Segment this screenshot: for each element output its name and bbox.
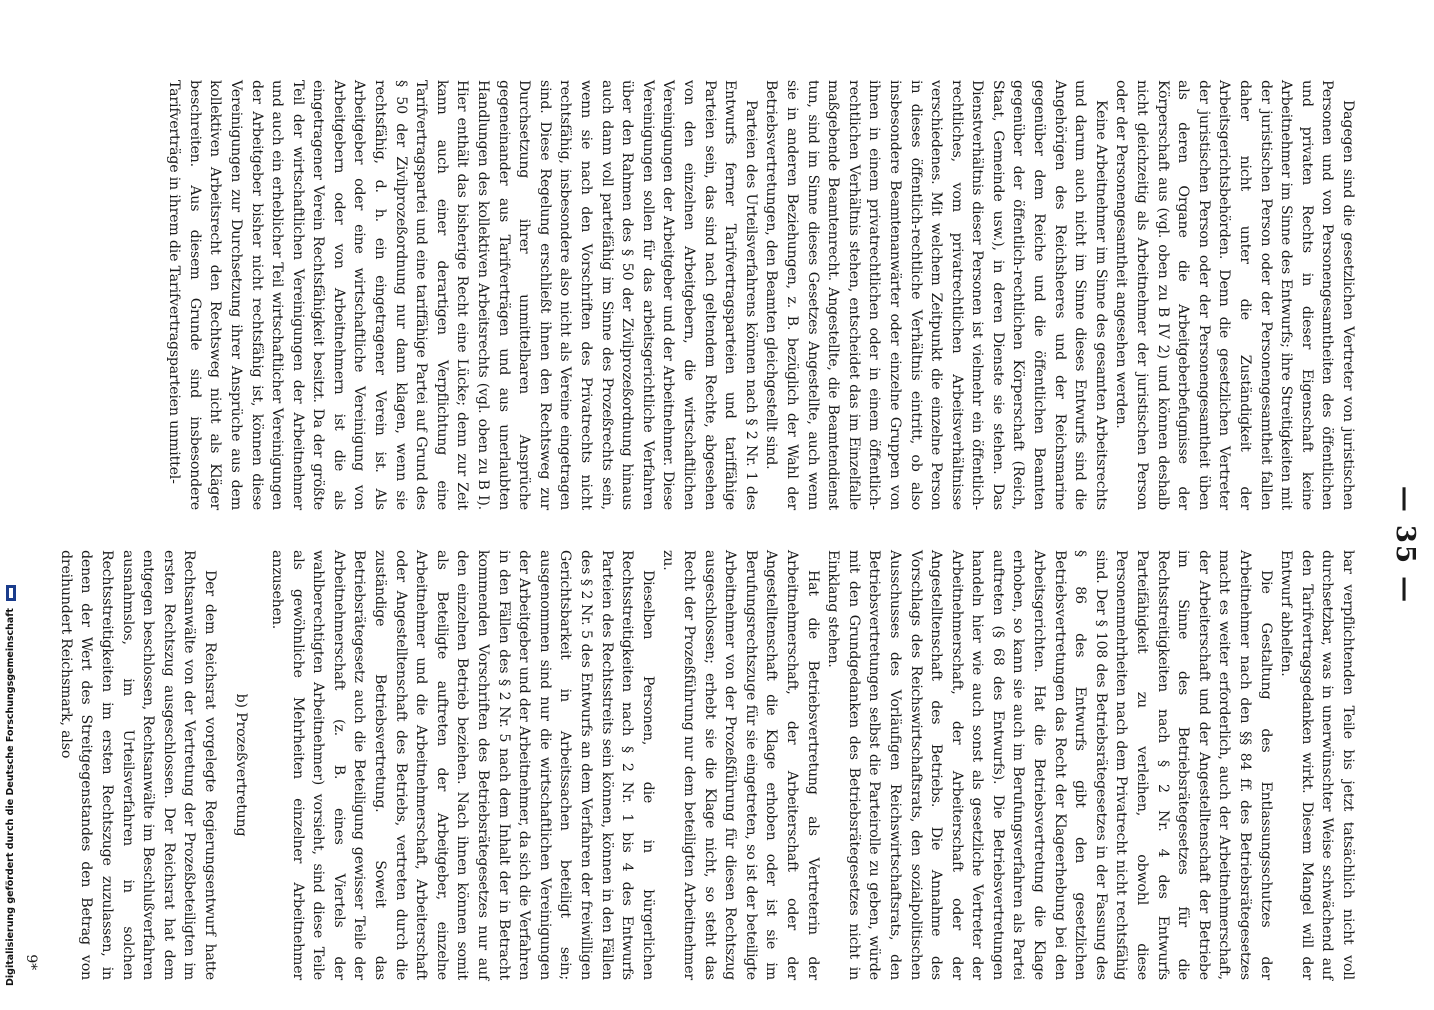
section-heading: b) Prozeßvertretung [232, 693, 249, 837]
paragraph: Dagegen sind die gesetzlichen Vertreter von juristischen Personen und von Personengesamtheiten des öffentlichen und privaten Rechts in dieser Eigenschaft keine Arbeitnehmer im Sinne des Entwurfs; ihre Streitigkeiten mit der juristischen Person oder der Personengesamtheit fallen daher nicht unter die Zuständigkeit der Arbeitsgerichtsbehörden. Denn die gesetzlichen Vertreter der juristischen Person oder der Personengesamtheit üben als deren Organe die Arbeitgeberbefugnisse der Körperschaft aus (vgl. oben zu B IV 2) und können deshalb nicht gleichzeitig als Arbeitnehmer der juristischen Person oder der Personengesamtheit angesehen werden. [1113, 80, 1356, 510]
paragraph: Der dem Reichsrat vorgelegte Regierungsentwurf hatte Rechtsanwälte von der Vertretung der Prozeßbeteiligten im ersten Rechtszug ausgeschlossen. Der Reichsrat hat dem entgegen beschlossen, Rechtsanwälte im Beschlußverfahren ausnahmslos, im Urteilsverfahren in solchen Rechtsstreitigkeiten im ersten Rechtszuge zuzulassen, in denen der Wert des Streitgegenstandes den Betrag von dreihundert Reichsmark, also [57, 550, 218, 980]
left-column [164, 80, 1358, 510]
paragraph: Dieselben Personen, die in bürgerlichen Rechtsstreitigkeiten nach § 2 Nr. 1 bis 4 des Entwurfs Parteien des Rechtsstreits sein können, können in den Fällen des § 2 Nr. 5 des Entwurfs an dem Verfahren der freiwilligen Gerichtsbarkeit in Arbeitssachen beteiligt sein; ausgenommen sind nur die wirtschaftlichen Vereinigungen der Arbeitgeber und der Arbeitnehmer, da sich die Verfahren in den Fällen des § 2 Nr. 5 nach dem Inhalt der in Betracht kommenden Vorschriften des Betriebsrätegesetzes nur auf den einzelnen Betrieb beziehen. Nach ihnen können somit als Beteiligte auftreten der Arbeitgeber, einzelne Arbeitnehmer und die Arbeitnehmerschaft, Arbeiterschaft oder Angestelltenschaft des Betriebs, vertreten durch die zuständige Betriebsvertretung. Soweit das Betriebsrätegesetz auch die Beteiligung gewisser Teile der Arbeitnehmerschaft (z. B. eines Viertels der wahlberechtigten Arbeitnehmer) vorsieht, sind diese Teile als gewöhnliche Mehrheiten einzelner Arbeitnehmer anzusehen. [269, 550, 656, 980]
paragraph: Keine Arbeitnehmer im Sinne des gesamten Arbeitsrechts und darum auch nicht im Sinne dieses Entwurfs sind die Angehörigen des Reichsheeres und der Reichsmarine gegenüber dem Reiche und die öffentlichen Beamten gegenüber der öffentlich-rechtlichen Körperschaft (Reich, Staat, Gemeinde usw.), in deren Dienste sie stehen. Das Dienstverhältnis dieser Personen ist vielmehr ein öffentlich-rechtliches, vom privatrechtlichen Arbeitsverhältnisse verschiedenes. Mit welchem Zeitpunkt die einzelne Person in dieses öffentlich-rechtliche Verhältnis eintritt, ob also insbesondere Beamtenanwärter oder einzelne Gruppen von ihnen in einem privatrechtlichen oder in einem öffentlich-rechtlichen Verhältnis stehen, entscheidet das im Einzelfalle maßgebende Beamtenrecht. Angestellte, die Beamtendienst tun, sind im Sinne dieses Gesetzes Angestellte, auch wenn sie in anderen Beziehungen, z. B. bezüglich der Wahl der Betriebsvertretungen, den Beamten gleichgestellt sind. [763, 80, 1109, 510]
credit-text: Digitalisierung gefördert durch die Deutsche Forschungsgemeinschaft [5, 608, 16, 986]
paragraph: Die Gestaltung des Entlassungsschutzes der Arbeitnehmer nach den §§ 84 ff. des Betriebsrätegesetzes macht es weiter erforderlich, auch der Arbeitnehmerschaft, der Arbeiterschaft und der Angestelltenschaft der Betriebe im Sinne des Betriebsrätegesetzes für die Rechtsstreitigkeiten nach § 2 Nr. 4 des Entwurfs Parteifähigkeit zu verleihen, obwohl diese Personenmehrheiten nach dem Privatrecht nicht rechtsfähig sind. Der § 108 des Betriebsrätegesetzes in der Fassung des § 86 des Entwurfs gibt den gesetzlichen Betriebsvertretungen das Recht der Klageerhebung bei den Arbeitsgerichten. Hat die Betriebsvertretung die Klage erhoben, so kann sie auch im Berufungsverfahren als Partei auftreten (§ 68 des Entwurfs). Die Betriebsvertretungen handeln hier wie auch sonst als gesetzliche Vertreter der Arbeitnehmerschaft, der Arbeiterschaft oder der Angestelltenschaft des Betriebs. Die Annahme des Vorschlags des Reichswirtschaftsrats, den sozialpolitischen Ausschusses des Vorläufigen Reichswirtschaftsrats, den Betriebsvertretungen selbst die Parteirolle zu geben, würde mit den Grundgedanken des Betriebsrätegesetzes nicht in Einklang stehen. [825, 550, 1274, 980]
paragraph: bar verpflichtenden Teile bis jetzt tatsächlich nicht voll durchsetzbar, was in unerwünschter Weise schwächend auf den Tarifvertragsgedanken wirkt. Diesem Mangel will der Entwurf abhelfen. [1278, 550, 1356, 980]
right-column [21, 550, 1358, 980]
signature-mark: 9* [23, 954, 40, 970]
dfg-logo-icon [6, 585, 16, 601]
paragraph: Hat die Betriebsvertretung als Vertreterin der Arbeitnehmerschaft, der Arbeiterschaft oder der Angestelltenschaft die Klage erhoben oder ist sie im Berufungsrechtszuge für sie eingetreten, so ist der beteiligte Arbeitnehmer von der Prozeßführung für diesen Rechtszug ausgeschlossen; erhebt sie die Klage nicht, so steht das Recht der Prozeßführung nur dem beteiligten Arbeitnehmer zu. [660, 550, 821, 980]
paragraph: Parteien des Urteilsverfahrens können nach § 2 Nr. 1 des Entwurfs ferner Tarifvertragsparteien und tariffähige Parteien sein, das sind nach geltendem Rechte, abgesehen von den einzelnen Arbeitgebern, die wirtschaftlichen Vereinigungen der Arbeitgeber und der Arbeitnehmer. Diese Vereinigungen sollen für das arbeitsgerichtliche Verfahren über den Rahmen des § 50 der Zivilprozeßordnung hinaus auch dann voll parteifähig im Sinne des Prozeßrechts sein, wenn sie nach den Vorschriften des Privatrechts nicht rechtsfähig, insbesondere also nicht als Vereine eingetragen sind. Diese Regelung erschließt ihnen den Rechtsweg zur Durchsetzung ihrer unmittelbaren Ansprüche gegeneinander aus Tarifverträgen und aus unerlaubten Handlungen des kollektiven Arbeitsrechts (vgl. oben zu B I). Hier enthält das bisherige Recht eine Lücke; denn zur Zeit kann auch einer derartigen Verpflichtung eine Tarifvertragspartei und eine tariffähige Partei auf Grund des § 50 der Zivilprozeßordnung nur dann klagen, wenn sie rechtsfähig, d. h. ein eingetragener Verein ist. Als Arbeitgeber oder eine wirtschaftliche Vereinigung von Arbeitgebern oder von Arbeitnehmern ist die als eingetragener Verein Rechtsfähigkeit besitzt. Da der größte Teil der wirtschaftlichen Vereinigungen der Arbeitnehmer und auch ein erheblicher Teil wirtschaftlicher Vereinigungen der Arbeitgeber bisher nicht rechtsfähig ist, können diese Vereinigungen zur Durchsetzung ihrer Ansprüche aus dem kollektiven Arbeitsrecht den Rechtsweg nicht als Kläger beschreiten. Aus diesem Grunde sind insbesondere Tarifverträge in ihrem die Tarifvertragsparteien unmittel- [166, 80, 759, 510]
digitization-credit [0, 0, 22, 1000]
document-page [23, 80, 1420, 1010]
page-number: — 35 — [1390, 485, 1420, 605]
